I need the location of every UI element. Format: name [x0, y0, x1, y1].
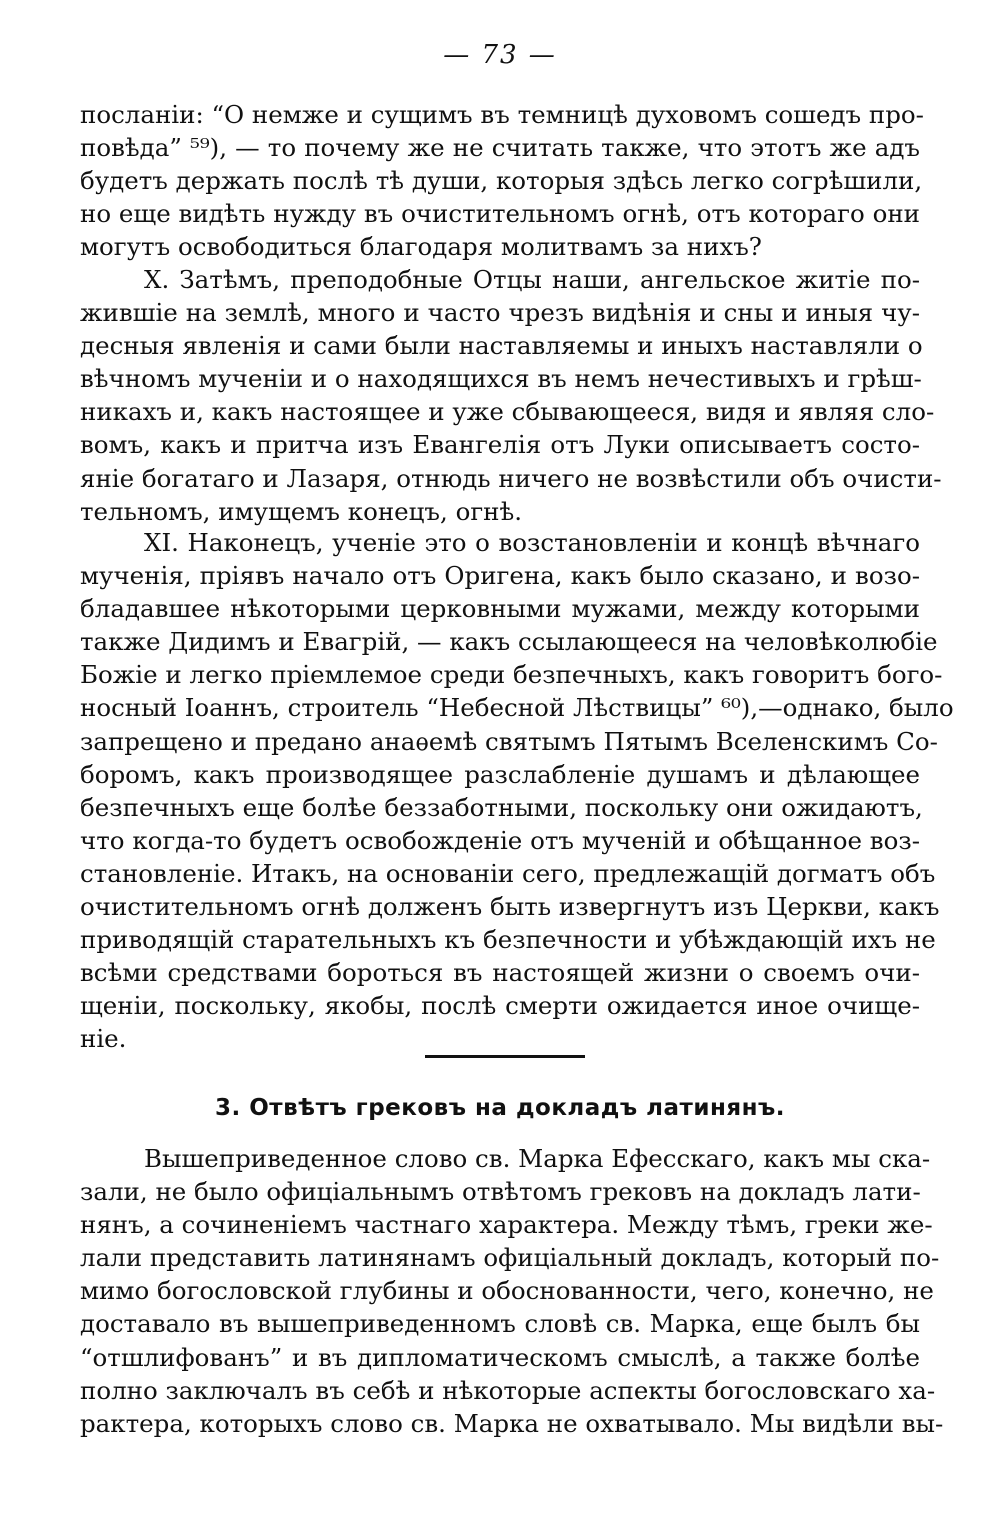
text-line: XI. Наконецъ, ученіе это о возстановленіи и концѣ вѣчнаго	[144, 528, 920, 557]
text-line: X. Затѣмъ, преподобные Отцы наши, ангельское житіе по-	[144, 265, 920, 294]
text-line: становленіе. Итакъ, на основаніи сего, предлежащій догматъ объ	[80, 858, 936, 888]
text-line: “отшлифованъ” и въ дипломатическомъ смыслѣ, а также болѣе	[80, 1342, 920, 1372]
text-line: доставало въ вышеприведенномъ словѣ св. Марка, еще былъ бы	[80, 1309, 920, 1339]
text-line: жившіе на землѣ, много и часто чрезъ видѣнія и сны и иныя чу-	[80, 298, 920, 328]
paragraph-section-3	[80, 1142, 944, 1440]
text-line: могутъ освободиться благодаря молитвамъ за нихъ?	[80, 232, 762, 262]
text-line: рактера, которыхъ слово св. Марка не охватывало. Мы видѣли вы-	[80, 1408, 944, 1438]
text-line: безпечныхъ еще болѣе беззаботными, поскольку они ожидаютъ,	[80, 792, 923, 822]
text-line: посланіи: “О немже и сущимъ въ темницѣ духовомъ сошедъ про-	[80, 100, 924, 129]
text-line: повѣда” ⁵⁹), — то почему же не считать также, что этотъ же адъ	[80, 133, 920, 163]
section-heading: 3. Отвѣтъ грековъ на докладъ латинянъ.	[214, 1095, 786, 1121]
text-line: Вышеприведенное слово св. Марка Ефесскаго, какъ мы ска-	[144, 1144, 931, 1173]
text-line: щеніи, поскольку, якобы, послѣ смерти ожидается иное очище-	[80, 991, 920, 1021]
text-line: яніе богатаго и Лазаря, отнюдь ничего не возвѣстили объ очисти-	[80, 463, 942, 493]
text-line: десныя явленія и сами были наставляемы и иныхъ наставляли о	[80, 331, 923, 361]
text-line: запрещено и предано анаѳемѣ святымъ Пятымъ Вселенскимъ Со-	[80, 726, 938, 756]
text-line: вѣчномъ мученіи и о находящихся въ немъ нечестивыхъ и грѣш-	[80, 364, 922, 394]
text-line: бладавшее нѣкоторыми церковными мужами, между которыми	[80, 594, 920, 624]
section-separator	[425, 1055, 585, 1058]
text-line: всѣми средствами бороться въ настоящей жизни о своемъ очи-	[80, 958, 920, 988]
paragraph-continued	[80, 98, 924, 263]
text-line: полно заключалъ въ себѣ и нѣкоторые аспекты богословскаго ха-	[80, 1375, 936, 1405]
text-line: никахъ и, какъ настоящее и уже сбывающееся, видя и являя сло-	[80, 397, 935, 427]
paragraph-xi	[80, 526, 954, 1056]
text-line: будетъ держать послѣ тѣ души, которыя здѣсь легко согрѣшили,	[80, 166, 923, 196]
text-line: что когда-то будетъ освобожденіе отъ мученій и обѣщанное воз-	[80, 825, 920, 855]
text-line: тельномъ, имущемъ конецъ, огнѣ.	[80, 496, 523, 526]
text-line: мученія, пріявъ начало отъ Оригена, какъ было сказано, и возо-	[80, 561, 920, 591]
text-line: вомъ, какъ и притча изъ Евангелія отъ Луки описываетъ состо-	[80, 430, 920, 460]
text-line: ніе.	[80, 1024, 127, 1054]
paragraph-x	[80, 263, 942, 528]
text-line: мимо богословской глубины и обоснованности, чего, конечно, не	[80, 1276, 934, 1306]
text-line: лали представить латинянамъ офиціальный докладъ, который по-	[80, 1243, 940, 1273]
text-line: также Дидимъ и Евагрій, — какъ ссылающееся на человѣколюбіе	[80, 627, 938, 657]
text-line: зали, не было офиціальнымъ отвѣтомъ грековъ на докладъ лати-	[80, 1177, 921, 1207]
text-line: носный Іоаннъ, строитель “Небесной Лѣствицы” ⁶⁰),—однако, было	[80, 693, 954, 723]
text-line: но еще видѣть нужду въ очистительномъ огнѣ, отъ котораго они	[80, 199, 920, 229]
text-line: Божіе и легко пріемлемое среди безпечныхъ, какъ говоритъ бого-	[80, 660, 943, 690]
text-line: боромъ, какъ производящее разслабленіе душамъ и дѣлающее	[80, 759, 920, 789]
text-line: очистительномъ огнѣ долженъ быть извергнутъ изъ Церкви, какъ	[80, 892, 940, 922]
text-line: нянъ, а сочиненіемъ частнаго характера. Между тѣмъ, греки же-	[80, 1210, 933, 1240]
text-line: приводящій старательныхъ къ безпечности и убѣждающій ихъ не	[80, 925, 936, 955]
page-number: — 73 —	[443, 40, 557, 70]
